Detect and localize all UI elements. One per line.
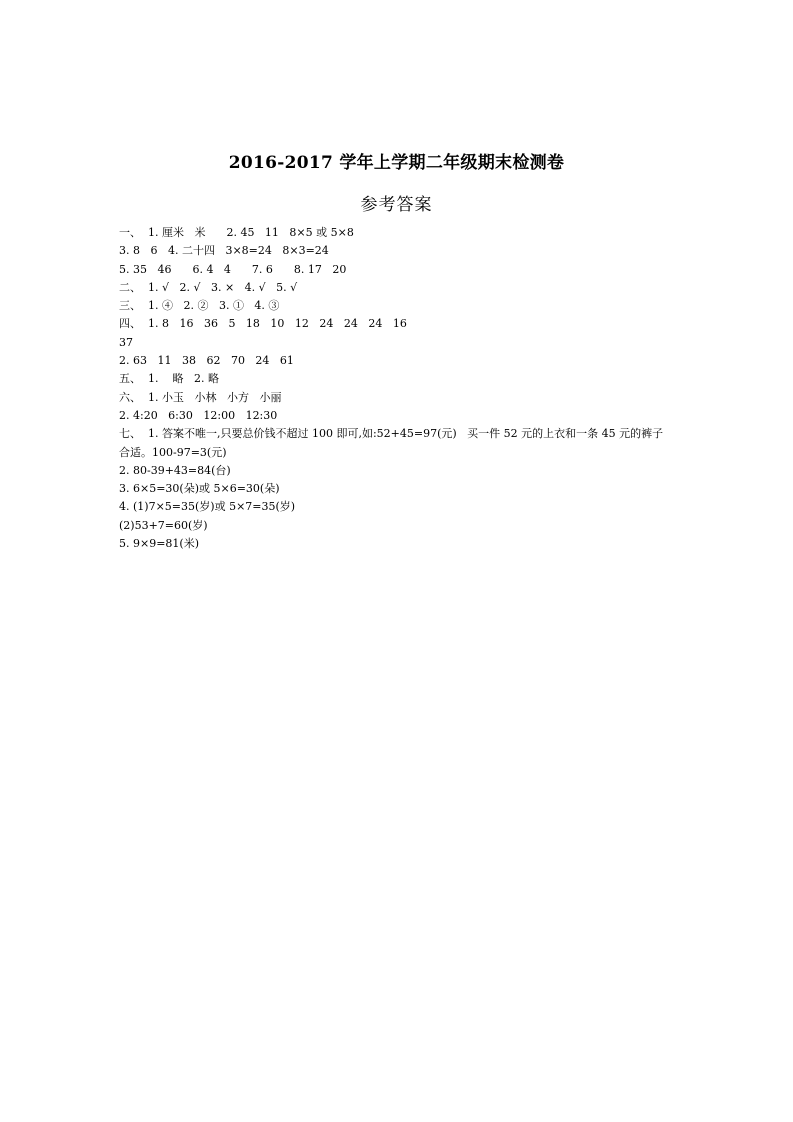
answer-line: 合适。100-97=3(元) (119, 445, 227, 459)
answer-line: 37 (119, 335, 133, 349)
answer-line: 2. 63 11 38 62 70 24 61 (119, 354, 294, 368)
answer-line: 3. 8 6 4. 二十四 3×8=24 8×3=24 (119, 244, 329, 258)
answer-line: 2. 4:20 6:30 12:00 12:30 (119, 408, 278, 422)
answer-line: 六、 1. 小玉 小林 小方 小丽 (119, 390, 282, 404)
answer-line: 2. 80-39+43=84(台) (119, 463, 231, 477)
answer-line: 四、 1. 8 16 36 5 18 10 12 24 24 24 16 (119, 317, 407, 331)
answer-line: 5. 35 46 6. 4 4 7. 6 8. 17 20 (119, 262, 347, 276)
answer-line: 二、 1. √ 2. √ 3. × 4. √ 5. √ (119, 280, 298, 294)
answer-line: 4. (1)7×5=35(岁)或 5×7=35(岁) (119, 500, 296, 514)
answer-line: 七、 1. 答案不唯一,只要总价钱不超过 100 即可,如:52+45=97(元) 买一件 52 元的上衣和一条 45 元的裤子 (119, 427, 664, 441)
answer-line: 5. 9×9=81(米) (119, 537, 200, 551)
answer-line: 五、 1. 略 2. 略 (119, 372, 219, 386)
answer-line: (2)53+7=60(岁) (119, 518, 208, 532)
answer-line: 一、 1. 厘米 米 2. 45 11 8×5 或 5×8 (119, 226, 354, 239)
answer-line: 三、 1. ④ 2. ② 3. ① 4. ③ (119, 299, 280, 313)
page-subtitle: 参考答案 (360, 195, 433, 215)
page-title: 2016-2017 学年上学期二年级期末检测卷 (228, 153, 565, 173)
answer-list (119, 224, 719, 553)
answer-line: 3. 6×5=30(朵)或 5×6=30(朵) (119, 482, 280, 496)
